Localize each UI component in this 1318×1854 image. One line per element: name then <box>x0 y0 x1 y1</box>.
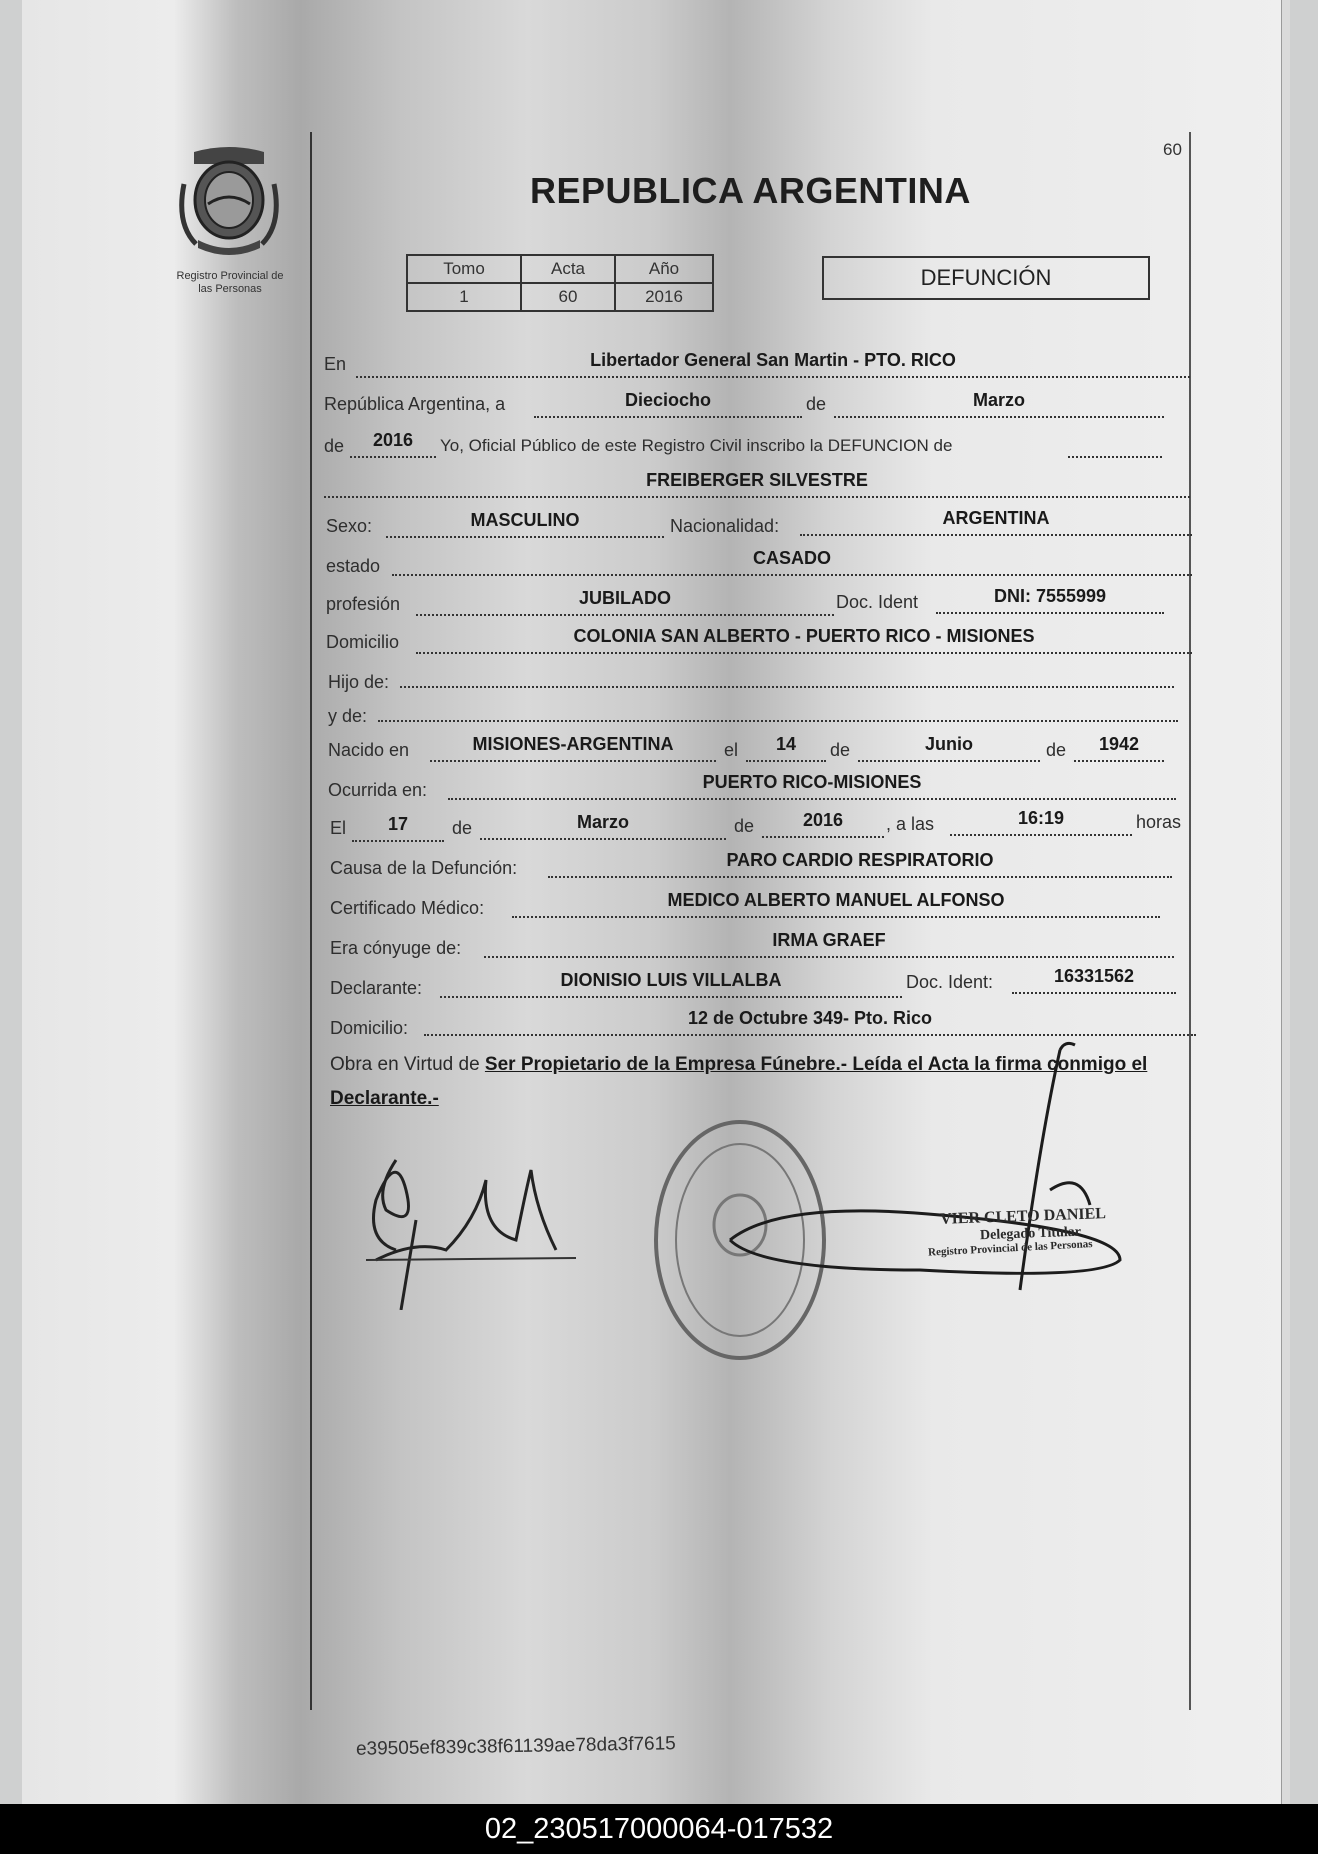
field-ocurrida-en: PUERTO RICO-MISIONES <box>448 772 1176 800</box>
page-title: REPUBLICA ARGENTINA <box>530 170 971 211</box>
registry-header-tomo: Tomo <box>407 255 521 283</box>
declarant-signature <box>356 1130 576 1310</box>
field-causa: PARO CARDIO RESPIRATORIO <box>548 850 1172 878</box>
registry-header-acta: Acta <box>521 255 615 283</box>
label-conyuge: Era cónyuge de: <box>330 938 462 958</box>
registry-value-tomo: 1 <box>407 283 521 311</box>
field-declarante-doc: 16331562 <box>1012 966 1176 994</box>
field-nac-mes: Junio <box>858 734 1040 762</box>
label-horas: horas <box>1136 812 1182 832</box>
field-y-de <box>378 694 1178 722</box>
registry-header-anio: Año <box>615 255 713 283</box>
closing-statement: Obra en Virtud de Ser Propietario de la Empresa Fúnebre.- Leída el Acta la firma conmigo el Declarante.- <box>330 1054 1148 1109</box>
field-anio: 2016 <box>350 430 436 458</box>
label-y-de: y de: <box>328 706 368 726</box>
field-declarante: DIONISIO LUIS VILLALBA <box>440 970 902 998</box>
label-nacionalidad: Nacionalidad: <box>670 516 780 536</box>
label-nacido-en: Nacido en <box>328 740 410 760</box>
official-stamp: VIER CLETO DANIEL Delegado Titular Registro Provincial de las Personas <box>927 1205 1107 1259</box>
field-nacido-en: MISIONES-ARGENTINA <box>430 734 716 762</box>
footer-id-bar: 02_230517000064-017532 <box>0 1804 1318 1854</box>
label-doc-ident: Doc. Ident <box>836 592 919 612</box>
label-yo-oficial: Yo, Oficial Público de este Registro Civil inscribo la DEFUNCION de <box>440 436 953 455</box>
label-doc-ident-declarante: Doc. Ident: <box>906 972 994 992</box>
label-causa: Causa de la Defunción: <box>330 858 518 878</box>
label-de-mes: de <box>806 394 827 414</box>
label-domicilio-declarante: Domicilio: <box>330 1018 409 1038</box>
label-certificado: Certificado Médico: <box>330 898 485 918</box>
field-sexo: MASCULINO <box>386 510 664 538</box>
field-nombre: FREIBERGER SILVESTRE <box>324 470 1190 498</box>
registry-table <box>406 254 714 312</box>
label-a-las: , a las <box>886 814 935 834</box>
document-hash: e39505ef839c38f61139ae78da3f7615 <box>355 1733 676 1760</box>
field-declarante-domicilio: 12 de Octubre 349- Pto. Rico <box>424 1008 1196 1036</box>
label-de-nac-mes: de <box>830 740 851 760</box>
label-de-nac-anio: de <box>1046 740 1067 760</box>
field-def-mes: Marzo <box>480 812 726 840</box>
page-edge <box>1281 0 1290 1804</box>
field-mes: Marzo <box>834 390 1164 418</box>
label-de-def-anio: de <box>734 816 755 836</box>
record-type-box: DEFUNCIÓN <box>822 256 1150 300</box>
label-ocurrida-en: Ocurrida en: <box>328 780 428 800</box>
provincial-emblem-icon <box>176 144 282 256</box>
emblem-caption: Registro Provincial de las Personas <box>176 270 284 295</box>
field-profesion: JUBILADO <box>416 588 834 616</box>
registry-value-acta: 60 <box>521 283 615 311</box>
page-number: 60 <box>1163 140 1182 159</box>
label-en: En <box>324 354 347 374</box>
field-doc: DNI: 7555999 <box>936 586 1164 614</box>
field-estado: CASADO <box>392 548 1192 576</box>
field-certificado: MEDICO ALBERTO MANUEL ALFONSO <box>512 890 1160 918</box>
field-def-hora: 16:19 <box>950 808 1132 836</box>
label-domicilio: Domicilio <box>326 632 400 652</box>
label-sexo: Sexo: <box>326 516 373 536</box>
label-de-anio: de <box>324 436 345 456</box>
label-republica: República Argentina, a <box>324 394 506 414</box>
label-el: el <box>724 740 739 760</box>
field-blank-name-start <box>1068 430 1162 458</box>
label-hijo-de: Hijo de: <box>328 672 390 692</box>
field-nac-dia: 14 <box>746 734 826 762</box>
label-el-cap: El <box>330 818 347 838</box>
field-hijo-de <box>400 660 1174 688</box>
registry-value-anio: 2016 <box>615 283 713 311</box>
label-de-def-mes: de <box>452 818 473 838</box>
field-dia-letras: Dieciocho <box>534 390 802 418</box>
field-nacionalidad: ARGENTINA <box>800 508 1192 536</box>
label-estado: estado <box>326 556 381 576</box>
label-profesion: profesión <box>326 594 401 614</box>
field-domicilio: COLONIA SAN ALBERTO - PUERTO RICO - MISIONES <box>416 626 1192 654</box>
field-def-dia: 17 <box>352 814 444 842</box>
field-lugar: Libertador General San Martin - PTO. RICO <box>356 350 1190 378</box>
left-margin-line <box>310 132 312 1710</box>
field-conyuge: IRMA GRAEF <box>484 930 1174 958</box>
label-declarante: Declarante: <box>330 978 423 998</box>
field-def-anio: 2016 <box>762 810 884 838</box>
official-signature <box>720 1040 1160 1300</box>
field-nac-anio: 1942 <box>1074 734 1164 762</box>
